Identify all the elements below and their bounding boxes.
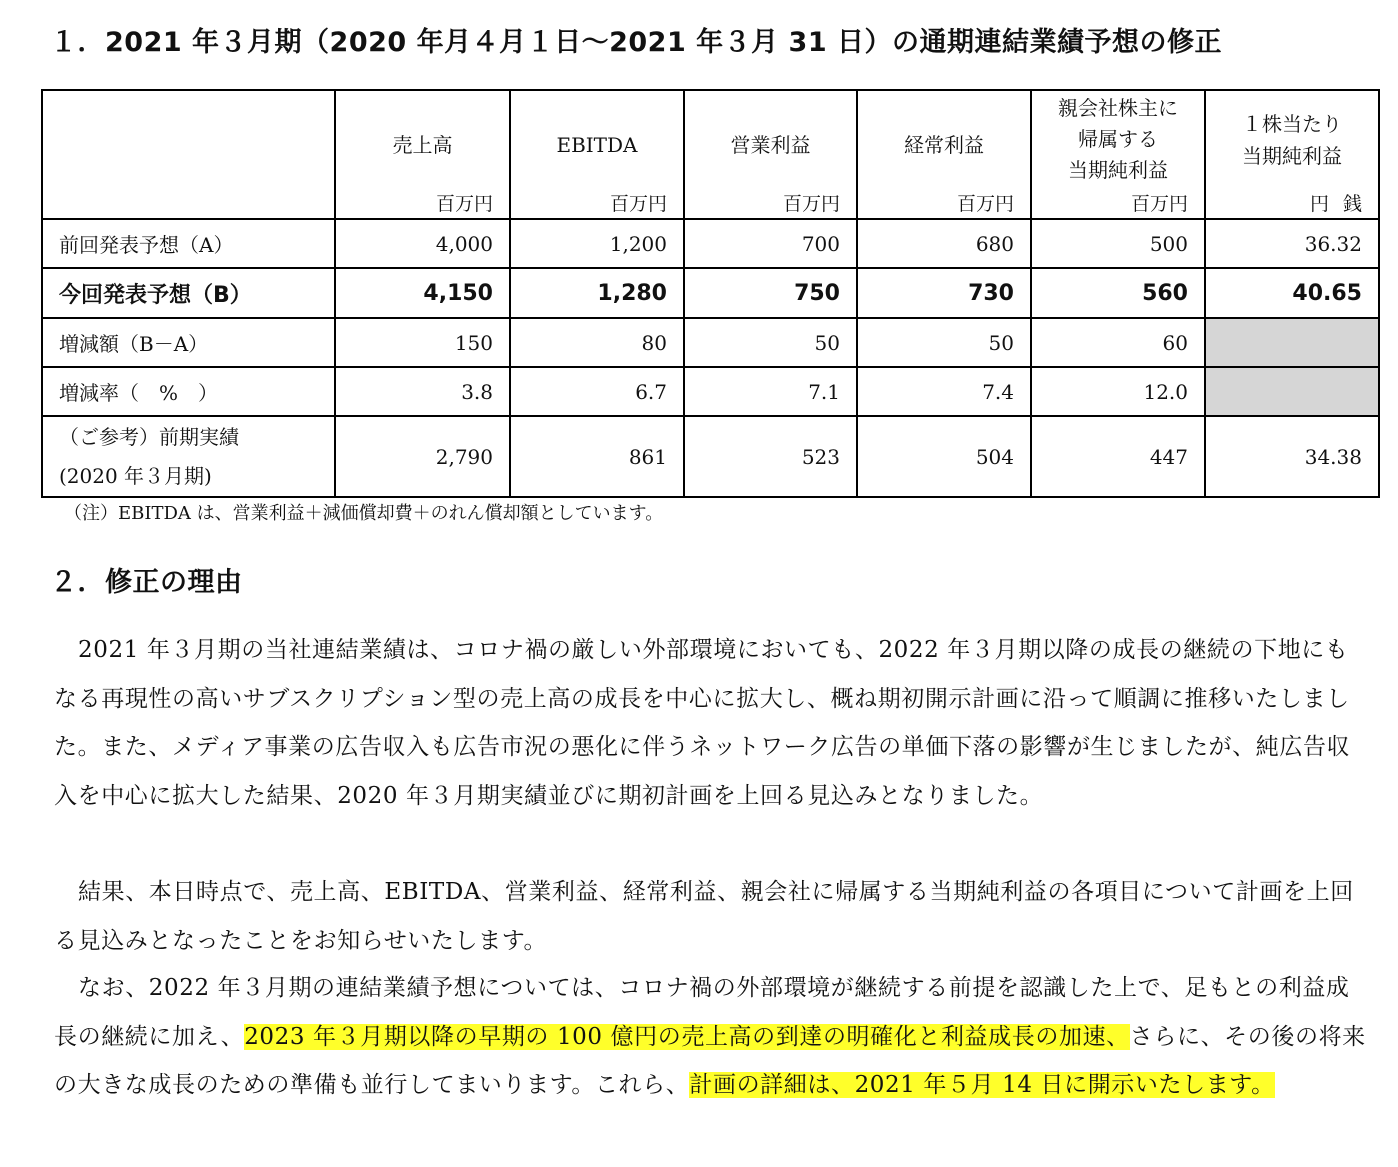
unit-label: 百万円 (782, 193, 840, 215)
cell-net-income: 60 (1031, 318, 1205, 367)
table-row-prior-year-actual (42, 416, 1379, 497)
cell-net-income: 12.0 (1031, 367, 1205, 416)
header-eps: １株当たり 当期純利益 円 銭 (1205, 90, 1379, 219)
row-label: 前回発表予想（A） (42, 219, 335, 268)
unit-label: 円 銭 (1309, 193, 1362, 215)
unit-label: 百万円 (1130, 193, 1188, 215)
cell-net-income: 447 (1031, 416, 1205, 497)
table-row-current-forecast (42, 268, 1379, 318)
body-paragraph-2: 結果、本日時点で、売上高、EBITDA、営業利益、経常利益、親会社に帰属する当期純利益の各項目について計画を上回る見込みとなったことをお知らせいたします。 (54, 879, 1354, 954)
section2-title: ２．修正の理由 (50, 567, 243, 598)
cell-ordinary-profit: 504 (857, 416, 1031, 497)
cell-ebitda: 80 (510, 318, 684, 367)
cell-sales: 4,000 (335, 219, 510, 268)
section1-title: １．2021 年３月期（2020 年月４月１日～2021 年３月 31 日）の通期連結業績予想の修正 (50, 27, 1223, 58)
cell-eps: 36.32 (1205, 219, 1379, 268)
unit-label: 百万円 (956, 193, 1014, 215)
table-footnote: （注）EBITDA は、営業利益＋減価償却費＋のれん償却額としています。 (64, 503, 664, 524)
row-label: （ご参考）前期実績 (2020 年３月期) (42, 416, 335, 497)
paragraph-text: なお、2022 年３月期の連結業績予想については、コロナ禍の外部環境が継続する前提を認識した上で、足もとの利益成長の継続に加え、 (54, 975, 1350, 1050)
forecast-revision-table (41, 89, 1380, 498)
cell-ebitda: 1,200 (510, 219, 684, 268)
table-row-change-amount (42, 318, 1379, 367)
header-net-income: 親会社株主に 帰属する 当期純利益 百万円 (1031, 90, 1205, 219)
cell-operating-profit: 700 (684, 219, 857, 268)
cell-sales: 3.8 (335, 367, 510, 416)
header-ordinary-profit: 経常利益 百万円 (857, 90, 1031, 219)
cell-ordinary-profit: 730 (857, 268, 1031, 318)
cell-ordinary-profit: 680 (857, 219, 1031, 268)
cell-sales: 150 (335, 318, 510, 367)
cell-ordinary-profit: 50 (857, 318, 1031, 367)
header-ebitda: EBITDA 百万円 (510, 90, 684, 219)
cell-sales: 2,790 (335, 416, 510, 497)
highlighted-text: 2023 年３月期以降の早期の 100 億円の売上高の到達の明確化と利益成長の加速、 (244, 1023, 1130, 1050)
cell-net-income: 560 (1031, 268, 1205, 318)
body-paragraph-1: 2021 年３月期の当社連結業績は、コロナ禍の厳しい外部環境においても、2022 年３月期以降の成長の継続の下地にもなる再現性の高いサブスクリプション型の売上高の成長を中心に拡大し、概ね期初開示計画に沿って順調に推移いたしました。また、メディア事業の広告収入も広告市況の悪化に伴うネットワーク広告の単価下落の影響が生じましたが、純広告収入を中心に拡大した結果、2020 年３月期実績並びに期初計画を上回る見込みとなりました。 (54, 637, 1351, 809)
cell-sales: 4,150 (335, 268, 510, 318)
table-row-previous-forecast (42, 219, 1379, 268)
header-operating-profit: 営業利益 百万円 (684, 90, 857, 219)
cell-net-income: 500 (1031, 219, 1205, 268)
cell-operating-profit: 523 (684, 416, 857, 497)
table-corner-cell (42, 90, 335, 219)
cell-eps: 34.38 (1205, 416, 1379, 497)
cell-eps-empty (1205, 367, 1379, 416)
header-sales: 売上高 百万円 (335, 90, 510, 219)
highlighted-text: 計画の詳細は、2021 年５月 14 日に開示いたします。 (689, 1072, 1275, 1098)
row-label: 増減率（ % ） (42, 367, 335, 416)
unit-label: 百万円 (435, 193, 493, 215)
row-label: 今回発表予想（B） (42, 268, 335, 318)
cell-eps: 40.65 (1205, 268, 1379, 318)
paragraph-text: さらに、その後の将来の大きな成長のための準備も並行してまいります。これら、 (54, 1023, 1366, 1098)
cell-eps-empty (1205, 318, 1379, 367)
body-paragraph-3 (54, 964, 1370, 1110)
unit-label: 百万円 (609, 193, 667, 215)
table-row-change-rate (42, 367, 1379, 416)
cell-operating-profit: 750 (684, 268, 857, 318)
cell-ebitda: 1,280 (510, 268, 684, 318)
cell-operating-profit: 50 (684, 318, 857, 367)
cell-operating-profit: 7.1 (684, 367, 857, 416)
cell-ebitda: 6.7 (510, 367, 684, 416)
cell-ebitda: 861 (510, 416, 684, 497)
row-label: 増減額（B－A） (42, 318, 335, 367)
table-header-row (42, 90, 1379, 219)
cell-ordinary-profit: 7.4 (857, 367, 1031, 416)
